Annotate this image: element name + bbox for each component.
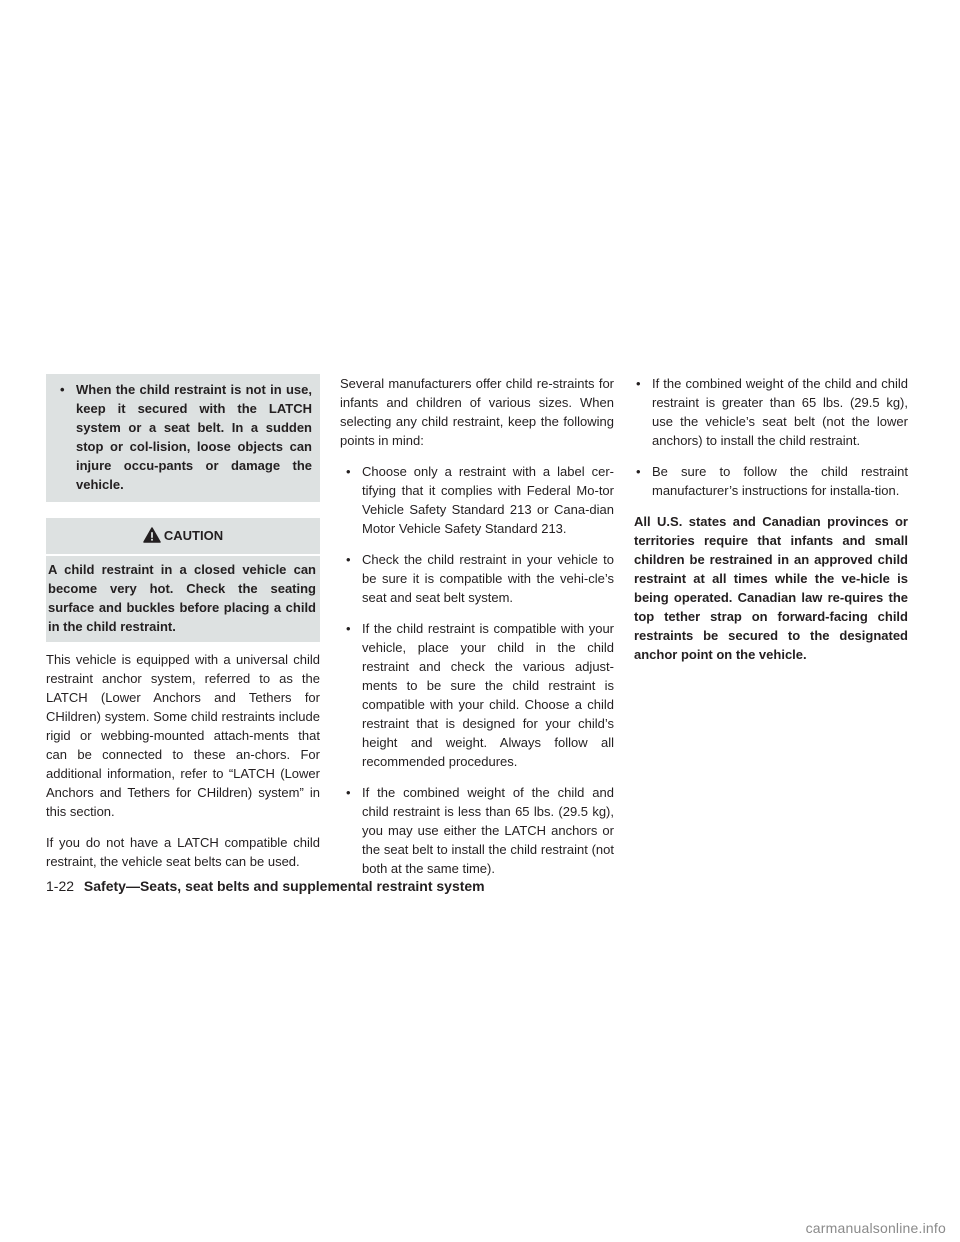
column-3 bbox=[634, 374, 908, 676]
list-item-text: Be sure to follow the child restraint manufacturer’s instructions for installa-tion. bbox=[652, 464, 908, 498]
warning-box bbox=[46, 374, 320, 502]
paragraph-seat-belts: If you do not have a LATCH compatible child restraint, the vehicle seat belts can be used. bbox=[46, 835, 320, 869]
list-item bbox=[340, 462, 614, 538]
list-item bbox=[634, 462, 908, 500]
list-item bbox=[340, 550, 614, 607]
page-number: 1-22 bbox=[46, 878, 75, 894]
list-item-text: If the child restraint is compatible with your vehicle, place your child in the child restraint and check the various adjust-ments to be sure the child restraint is compatible with your child. Choose a child restraint that is designed for your child’s height and weight. Always follow all recommended procedures. bbox=[362, 621, 614, 769]
caution-box bbox=[46, 518, 320, 642]
paragraph-latch: This vehicle is equipped with a universal child restraint anchor system, referred to as the LATCH (Lower Anchors and Tethers for CHildren) system. Some child restraints include rigid or webbing-mounted attach-ments that can be connected to these an-chors. For additional information, refer to “LATCH (Lower Anchors and Tethers for CHildren) system” in this section. bbox=[46, 652, 320, 819]
bullet: • bbox=[346, 621, 351, 636]
page-footer bbox=[46, 878, 485, 894]
list-item bbox=[340, 783, 614, 878]
intro-paragraph: Several manufacturers offer child re-straints for infants and children of various sizes. When selecting any child restraint, keep the following points in mind: bbox=[340, 376, 614, 448]
bullet: • bbox=[636, 464, 641, 479]
list-item bbox=[634, 374, 908, 450]
list-item-text: Check the child restraint in your vehicle to be sure it is compatible with the vehi-cle’s seat and seat belt system. bbox=[362, 552, 614, 605]
caution-title: CAUTION bbox=[163, 527, 224, 543]
caution-header bbox=[46, 518, 320, 554]
list-item-text: If the combined weight of the child and child restraint is less than 65 lbs. (29.5 kg), you may use either the LATCH anchors or the seat belt to install the child restraint (not both at the same time). bbox=[362, 785, 614, 876]
column-1 bbox=[46, 374, 320, 883]
warning-item bbox=[54, 380, 312, 494]
caution-text: A child restraint in a closed vehicle can become very hot. Check the seating surface and buckles before placing a child in the child restraint. bbox=[46, 556, 320, 642]
warning-text: When the child restraint is not in use, keep it secured with the LATCH system or a seat belt. In a sudden stop or col-lision, loose objects can injure occu-pants or damage the vehicle. bbox=[76, 382, 312, 492]
list-item-text: Choose only a restraint with a label cer-tifying that it complies with Federal Mo-tor Vehicle Safety Standard 213 or Cana-dian Motor Vehicle Safety Standard 213. bbox=[362, 464, 614, 536]
bullet: • bbox=[636, 376, 641, 391]
bullet: • bbox=[346, 464, 351, 479]
list-item bbox=[340, 619, 614, 771]
warning-triangle-icon bbox=[143, 527, 161, 543]
column-2 bbox=[340, 374, 614, 890]
bullet: • bbox=[346, 552, 351, 567]
watermark-link[interactable]: carmanualsonline.info bbox=[805, 1220, 946, 1236]
bullet: • bbox=[60, 382, 65, 397]
bullet: • bbox=[346, 785, 351, 800]
legal-requirement-paragraph: All U.S. states and Canadian provinces or territories require that infants and small children be restrained in an approved child restraint at all times while the ve-hicle is being operated. Canadian law re-quires the top tether strap on forward-facing child restraints be secured to the designated anchor point on the vehicle. bbox=[634, 514, 908, 662]
list-item-text: If the combined weight of the child and child restraint is greater than 65 lbs. (29.5 kg), use the vehicle’s seat belt (not the lower anchors) to install the child restraint. bbox=[652, 376, 908, 448]
section-title: Safety—Seats, seat belts and supplemental restraint system bbox=[83, 878, 485, 894]
